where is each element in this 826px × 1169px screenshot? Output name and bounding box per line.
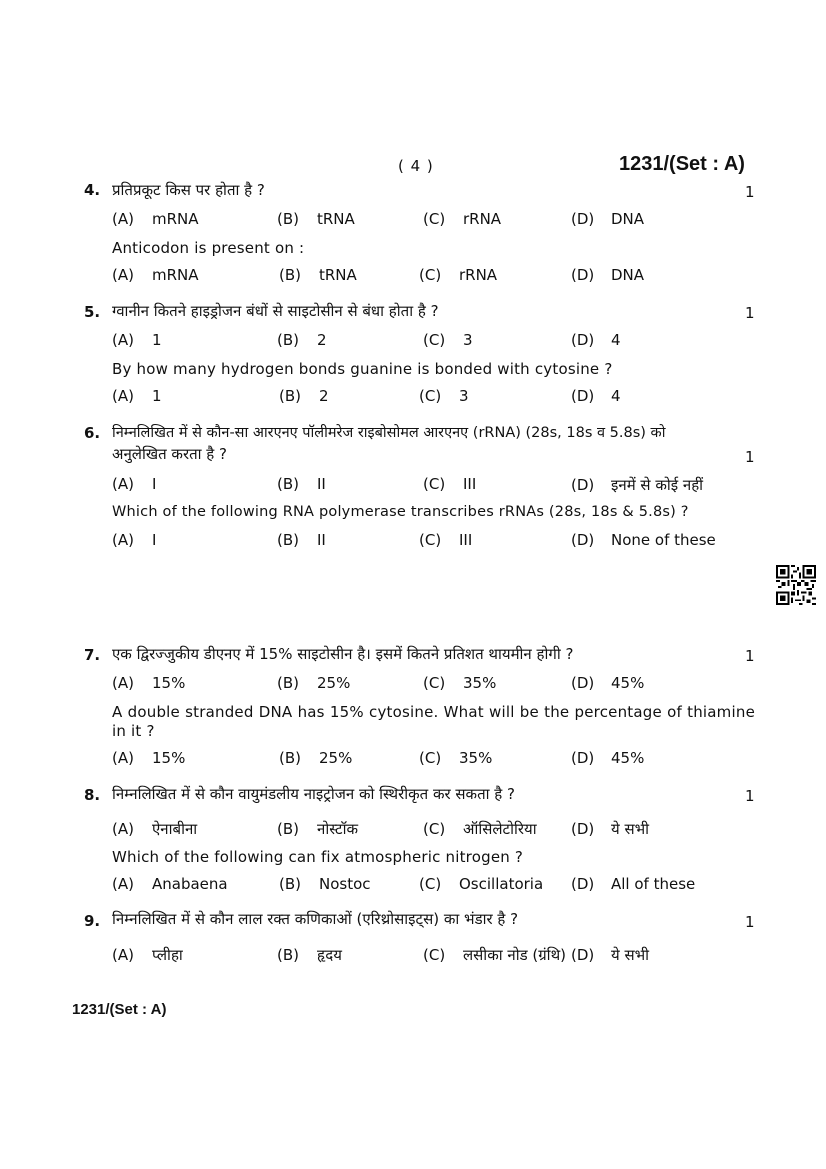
option-label: (B) xyxy=(279,749,301,767)
option-text: Anabaena xyxy=(152,875,228,893)
option-text: III xyxy=(459,531,473,549)
option-d xyxy=(571,749,644,767)
option-c xyxy=(419,875,543,893)
option-text: mRNA xyxy=(152,210,199,228)
option-text: I xyxy=(152,475,157,493)
option-text: 3 xyxy=(463,331,473,349)
question-text-english: Anticodon is present on : xyxy=(112,239,305,257)
question-text-hindi: निम्नलिखित में से कौन वायुमंडलीय नाइट्रोजन को स्थिरीकृत कर सकता है ? xyxy=(112,785,515,803)
option-label: (D) xyxy=(571,387,595,405)
option-a xyxy=(112,674,185,692)
option-text: II xyxy=(317,531,326,549)
option-text: DNA xyxy=(611,266,645,284)
option-label: (D) xyxy=(571,674,595,692)
option-text: इनमें से कोई नहीं xyxy=(611,476,704,494)
question-text-hindi: निम्नलिखित में से कौन लाल रक्त कणिकाओं (एरिथ्रोसाइट्स) का भंडार है ? xyxy=(112,910,519,928)
option-text: DNA xyxy=(611,210,645,228)
option-label: (B) xyxy=(279,875,301,893)
option-label: (C) xyxy=(423,946,446,964)
option-c xyxy=(419,531,472,549)
option-a xyxy=(112,331,162,349)
option-c xyxy=(423,331,473,349)
option-label: (B) xyxy=(279,387,301,405)
option-d xyxy=(571,331,621,349)
option-a xyxy=(112,475,156,493)
option-b xyxy=(277,945,342,965)
question-marks: 1 xyxy=(745,913,755,931)
option-text: 35% xyxy=(459,749,493,767)
option-text: 25% xyxy=(317,674,351,692)
option-d xyxy=(571,475,703,495)
question-marks: 1 xyxy=(745,183,755,201)
option-a xyxy=(112,266,199,284)
option-d xyxy=(571,210,644,228)
question-text-english: A double stranded DNA has 15% cytosine. What will be the percentage of thiamine in it ? xyxy=(112,703,755,740)
option-text: प्लीहा xyxy=(152,946,183,964)
option-label: (C) xyxy=(419,875,442,893)
option-c xyxy=(423,945,566,965)
option-b xyxy=(279,266,357,284)
option-label: (A) xyxy=(112,387,134,405)
option-label: (B) xyxy=(279,266,301,284)
option-text: I xyxy=(152,531,157,549)
option-text: 2 xyxy=(317,331,327,349)
option-c xyxy=(423,475,476,493)
option-a xyxy=(112,945,183,965)
option-c xyxy=(419,387,469,405)
option-d xyxy=(571,945,649,965)
option-b xyxy=(277,210,355,228)
option-text: 25% xyxy=(319,749,353,767)
option-text: rRNA xyxy=(459,266,498,284)
option-d xyxy=(571,674,644,692)
question-marks: 1 xyxy=(745,448,755,466)
option-text: ये सभी xyxy=(611,946,650,964)
question-marks: 1 xyxy=(745,304,755,322)
option-label: (D) xyxy=(571,531,595,549)
option-a xyxy=(112,875,228,893)
option-text: 2 xyxy=(319,387,329,405)
question-marks: 1 xyxy=(745,787,755,805)
option-a xyxy=(112,531,156,549)
option-label: (C) xyxy=(419,387,442,405)
question-text-hindi: एक द्विरज्जुकीय डीएनए में 15% साइटोसीन है। इसमें कितने प्रतिशत थायमीन होगी ? xyxy=(112,645,574,663)
option-text: tRNA xyxy=(317,210,355,228)
option-text: Oscillatoria xyxy=(459,875,544,893)
option-a xyxy=(112,749,185,767)
option-label: (A) xyxy=(112,875,134,893)
option-text: लसीका नोड (ग्रंथि) xyxy=(463,946,567,964)
option-c xyxy=(423,674,496,692)
option-label: (A) xyxy=(112,749,134,767)
option-text: Nostoc xyxy=(319,875,371,893)
option-text: हृदय xyxy=(317,946,342,964)
option-label: (C) xyxy=(423,331,446,349)
question-number: 8. xyxy=(84,786,101,804)
option-label: (C) xyxy=(423,674,446,692)
option-label: (D) xyxy=(571,749,595,767)
option-label: (A) xyxy=(112,266,134,284)
option-label: (D) xyxy=(571,331,595,349)
option-b xyxy=(279,749,352,767)
question-text-hindi-continued: अनुलेखित करता है ? xyxy=(112,445,227,463)
option-label: (A) xyxy=(112,531,134,549)
option-a xyxy=(112,210,199,228)
option-a xyxy=(112,819,197,839)
option-c xyxy=(419,749,492,767)
option-text: 1 xyxy=(152,331,162,349)
question-text-english: Which of the following RNA polymerase transcribes rRNAs (28s, 18s & 5.8s) ? xyxy=(112,504,689,520)
question-text-english: Which of the following can fix atmospheric nitrogen ? xyxy=(112,848,524,866)
option-label: (C) xyxy=(423,475,446,493)
option-label: (A) xyxy=(112,674,134,692)
option-text: mRNA xyxy=(152,266,199,284)
option-label: (C) xyxy=(423,210,446,228)
option-text: tRNA xyxy=(319,266,357,284)
option-label: (D) xyxy=(571,875,595,893)
option-label: (D) xyxy=(571,476,595,494)
option-text: 45% xyxy=(611,749,645,767)
page-number: ( 4 ) xyxy=(398,157,434,175)
option-label: (A) xyxy=(112,946,134,964)
option-text: 45% xyxy=(611,674,645,692)
question-number: 4. xyxy=(84,181,101,199)
option-label: (A) xyxy=(112,210,134,228)
option-d xyxy=(571,819,649,839)
option-b xyxy=(277,819,358,839)
option-label: (D) xyxy=(571,946,595,964)
option-text: 15% xyxy=(152,674,186,692)
option-text: All of these xyxy=(611,875,696,893)
option-b xyxy=(277,475,326,493)
option-label: (C) xyxy=(419,531,442,549)
option-label: (A) xyxy=(112,820,134,838)
option-label: (B) xyxy=(277,946,299,964)
option-label: (A) xyxy=(112,475,134,493)
option-text: 35% xyxy=(463,674,497,692)
option-label: (B) xyxy=(277,475,299,493)
option-c xyxy=(423,210,501,228)
option-text: 3 xyxy=(459,387,469,405)
option-b xyxy=(277,331,327,349)
option-text: II xyxy=(317,475,326,493)
set-code-header: 1231/(Set : A) xyxy=(619,153,745,175)
question-text-english: By how many hydrogen bonds guanine is bonded with cytosine ? xyxy=(112,360,613,378)
option-label: (C) xyxy=(419,266,442,284)
option-label: (B) xyxy=(277,820,299,838)
option-b xyxy=(279,875,371,893)
option-text: III xyxy=(463,475,477,493)
option-d xyxy=(571,531,716,549)
option-text: 4 xyxy=(611,331,621,349)
option-c xyxy=(419,266,497,284)
option-text: None of these xyxy=(611,531,716,549)
option-c xyxy=(423,819,537,839)
option-label: (C) xyxy=(423,820,446,838)
option-d xyxy=(571,266,644,284)
question-text-hindi: प्रतिप्रकूट किस पर होता है ? xyxy=(112,181,265,199)
option-b xyxy=(277,674,350,692)
question-number: 5. xyxy=(84,303,101,321)
option-text: 4 xyxy=(611,387,621,405)
option-label: (B) xyxy=(277,674,299,692)
question-number: 6. xyxy=(84,424,101,442)
question-text-hindi: निम्नलिखित में से कौन-सा आरएनए पॉलीमरेज राइबोसोमल आरएनए (rRNA) (28s, 18s व 5.8s) को xyxy=(112,425,666,441)
option-label: (B) xyxy=(277,210,299,228)
option-text: rRNA xyxy=(463,210,502,228)
option-text: 1 xyxy=(152,387,162,405)
option-text: 15% xyxy=(152,749,186,767)
option-label: (B) xyxy=(277,531,299,549)
option-d xyxy=(571,387,621,405)
option-label: (B) xyxy=(277,331,299,349)
question-text-hindi: ग्वानीन कितने हाइड्रोजन बंधों से साइटोसीन से बंधा होता है ? xyxy=(112,302,439,320)
option-label: (A) xyxy=(112,331,134,349)
option-text: ये सभी xyxy=(611,820,650,838)
option-text: ऐनाबीना xyxy=(152,820,198,838)
option-label: (D) xyxy=(571,820,595,838)
option-a xyxy=(112,387,162,405)
question-number: 9. xyxy=(84,912,101,930)
qr-code-icon xyxy=(776,565,816,605)
question-number: 7. xyxy=(84,646,101,664)
question-marks: 1 xyxy=(745,647,755,665)
option-d xyxy=(571,875,695,893)
set-code-footer: 1231/(Set : A) xyxy=(72,1001,167,1018)
option-b xyxy=(279,387,329,405)
option-label: (D) xyxy=(571,266,595,284)
option-text: ऑसिलेटोरिया xyxy=(463,820,537,838)
option-text: नोस्टॉक xyxy=(317,820,359,838)
option-b xyxy=(277,531,326,549)
option-label: (C) xyxy=(419,749,442,767)
option-label: (D) xyxy=(571,210,595,228)
